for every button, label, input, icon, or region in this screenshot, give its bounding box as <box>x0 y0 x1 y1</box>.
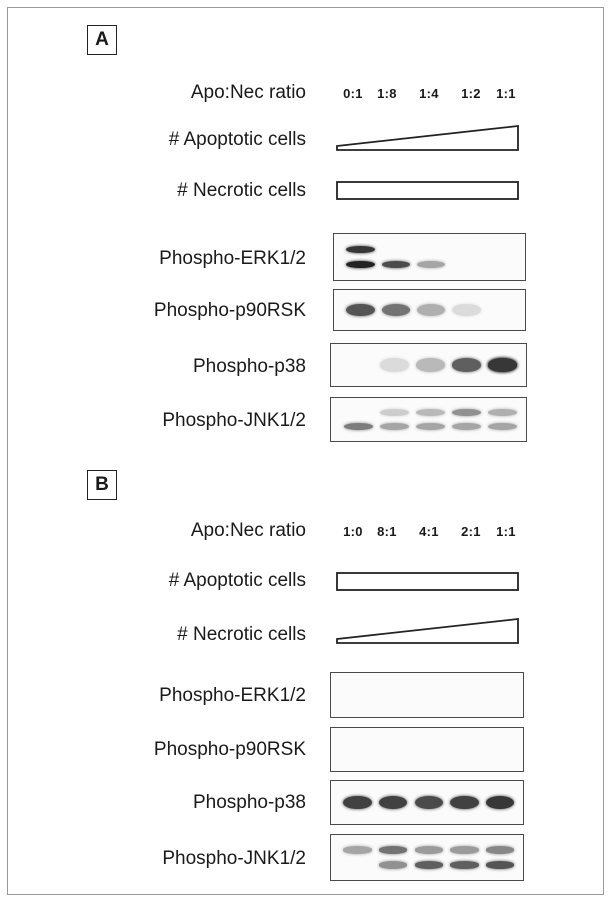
blot-band <box>379 796 407 809</box>
blot-band <box>452 358 481 371</box>
panel-a-erk-blot <box>333 233 526 281</box>
panel-b-ratio-4: 2:1 <box>461 524 481 539</box>
panel-b-p90rsk-label: Phospho-p90RSK <box>153 739 306 760</box>
blot-band <box>488 358 517 371</box>
blot-band <box>346 261 374 268</box>
panel-a-ratio-3: 1:4 <box>419 86 439 101</box>
blot-band <box>486 861 514 868</box>
panel-a-ratio-title: Apo:Nec ratio <box>190 82 306 103</box>
panel-b-ratio-1: 1:0 <box>343 524 363 539</box>
panel-a-jnk-label: Phospho-JNK1/2 <box>162 410 306 431</box>
blot-band <box>450 846 478 853</box>
panel-a-p38-label: Phospho-p38 <box>192 356 306 377</box>
panel-b-label: B <box>87 470 117 500</box>
panel-b-erk-blot <box>330 672 524 718</box>
blot-band <box>417 304 445 317</box>
panel-a-necrotic-bar <box>336 181 520 200</box>
blot-band <box>346 304 374 317</box>
blot-band <box>344 423 373 430</box>
blot-band <box>452 409 481 416</box>
blot-band <box>415 846 443 853</box>
panel-b-jnk-blot <box>330 834 524 881</box>
blot-band <box>416 423 445 430</box>
blot-band <box>486 796 514 809</box>
blot-band <box>380 423 409 430</box>
blot-band <box>417 261 445 268</box>
panel-a-apoptotic-wedge <box>336 125 520 151</box>
blot-band <box>416 358 445 371</box>
panel-a-p38-blot <box>330 343 527 387</box>
panel-b-p90rsk-blot <box>330 727 524 772</box>
panel-a-necrotic-label: # Necrotic cells <box>177 180 306 201</box>
blot-band <box>452 304 480 317</box>
panel-a-ratio-1: 0:1 <box>343 86 363 101</box>
blot-band <box>416 409 445 416</box>
panel-b-ratio-title: Apo:Nec ratio <box>190 520 306 541</box>
blot-band <box>343 796 371 809</box>
panel-a-apoptotic-label: # Apoptotic cells <box>168 129 306 150</box>
panel-a-erk-label: Phospho-ERK1/2 <box>159 248 306 269</box>
blot-band <box>450 796 478 809</box>
panel-a-ratio-5: 1:1 <box>496 86 516 101</box>
blot-band <box>488 423 517 430</box>
blot-band <box>488 409 517 416</box>
blot-band <box>452 423 481 430</box>
panel-b-p38-blot <box>330 780 524 825</box>
blot-band <box>380 358 409 371</box>
panel-b-ratio-5: 1:1 <box>496 524 516 539</box>
panel-a-ratio-2: 1:8 <box>377 86 397 101</box>
blot-band <box>346 246 374 253</box>
blot-band <box>379 861 407 868</box>
blot-band <box>379 846 407 853</box>
panel-b-apoptotic-label: # Apoptotic cells <box>168 570 306 591</box>
blot-band <box>415 861 443 868</box>
panel-b-apoptotic-bar <box>336 572 520 591</box>
panel-a-jnk-blot <box>330 397 527 442</box>
panel-a-p90rsk-blot <box>333 289 526 331</box>
panel-b-ratio-3: 4:1 <box>419 524 439 539</box>
panel-b-jnk-label: Phospho-JNK1/2 <box>162 848 306 869</box>
blot-band <box>450 861 478 868</box>
panel-a-label: A <box>87 25 117 55</box>
panel-b-necrotic-label: # Necrotic cells <box>177 624 306 645</box>
panel-b-p38-label: Phospho-p38 <box>192 792 306 813</box>
panel-a-ratio-4: 1:2 <box>461 86 481 101</box>
panel-b-ratio-2: 8:1 <box>377 524 397 539</box>
blot-band <box>415 796 443 809</box>
blot-band <box>382 261 410 268</box>
panel-b-necrotic-wedge <box>336 618 520 644</box>
blot-band <box>382 304 410 317</box>
blot-band <box>343 846 371 853</box>
panel-a-p90rsk-label: Phospho-p90RSK <box>153 300 306 321</box>
blot-band <box>380 409 409 416</box>
blot-band <box>486 846 514 853</box>
panel-b-erk-label: Phospho-ERK1/2 <box>159 685 306 706</box>
